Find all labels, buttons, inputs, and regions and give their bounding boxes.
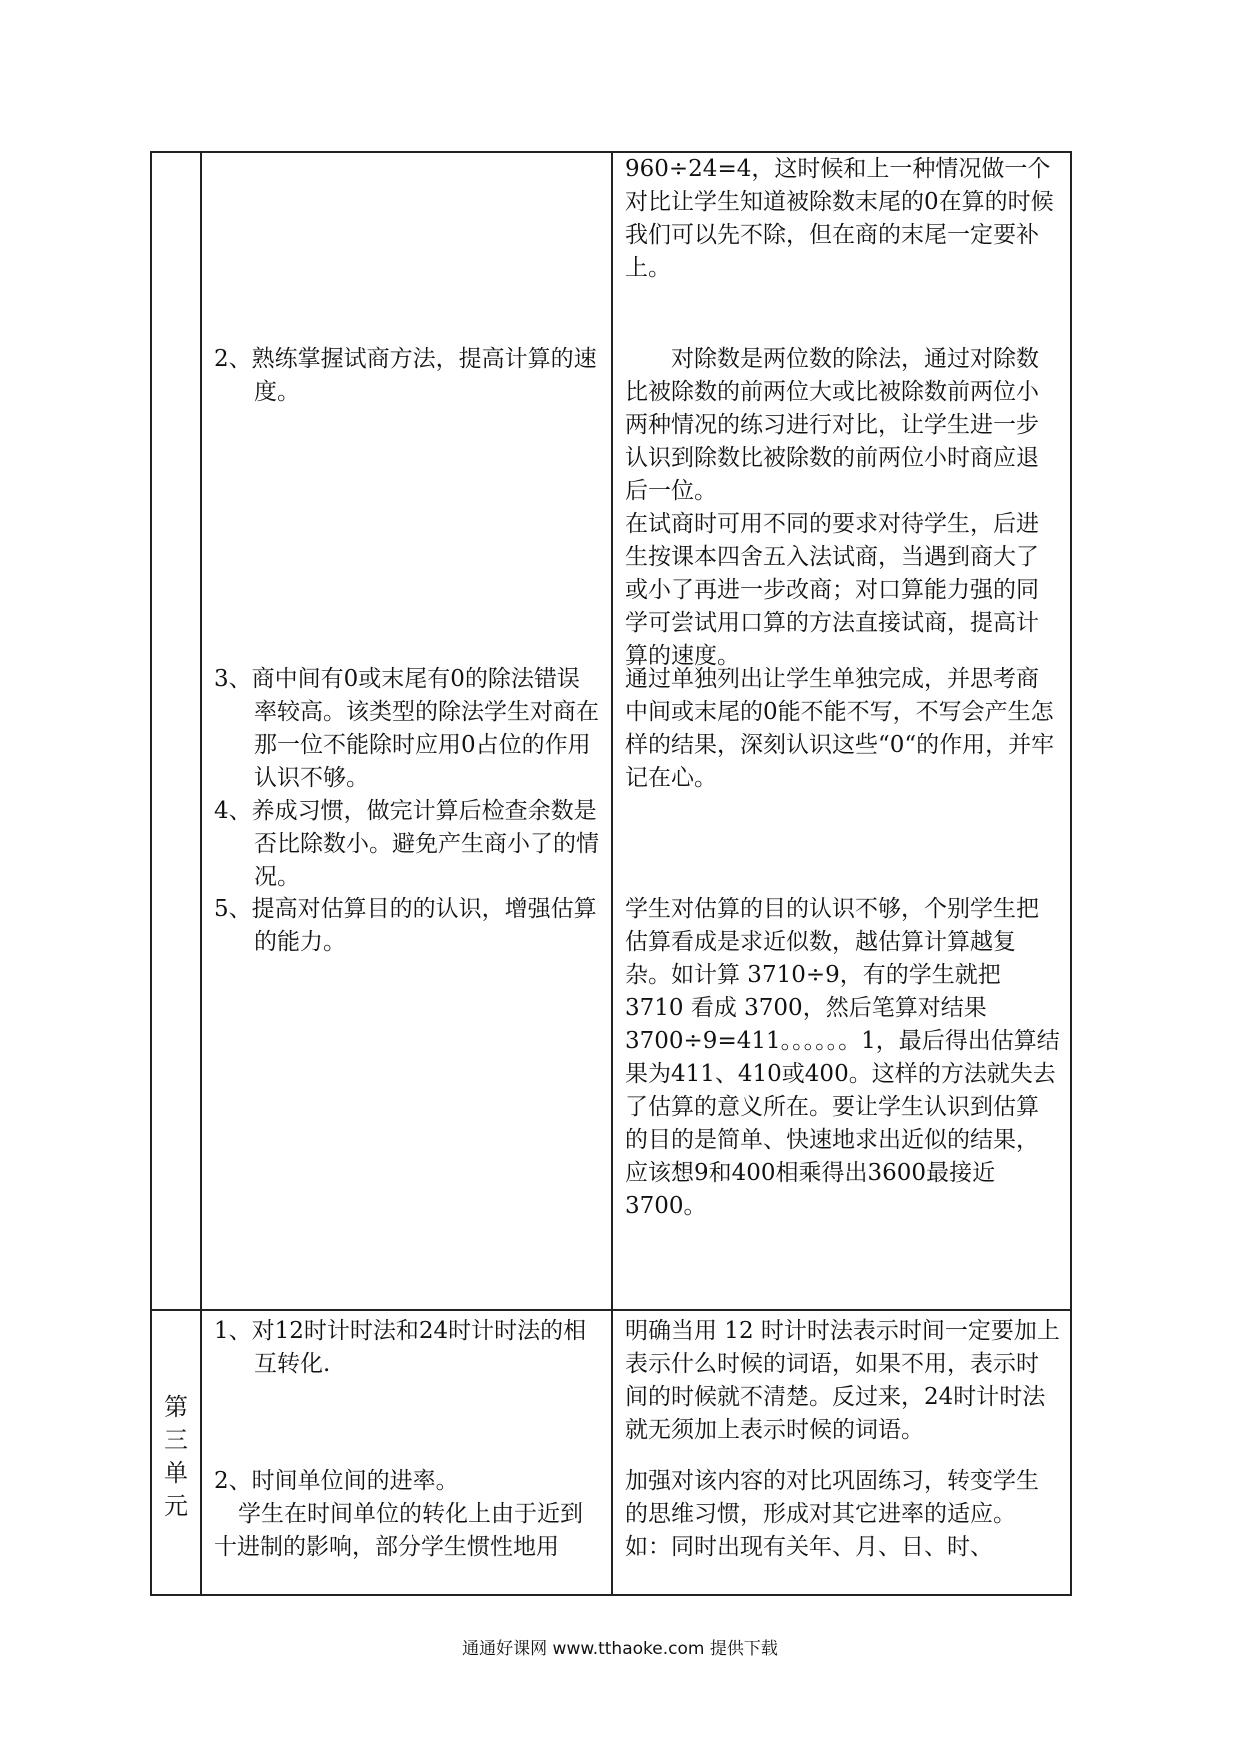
measure-item-5: 学生对估算的目的认识不够，个别学生把估算看成是求近似数，越估算计算越复杂。如计算 3710÷9，有的学生就把 3710 看成 3700，然后笔算对结果3700÷9=411。。。。。。1，最后得出估算结果为411、410或400。这样的方法就失去了估算的意义所在。要让学生认识到估算的目的是简单、快速地求出近似的结果，应该想9和400相乘得出3600最接近3700。 — [625, 896, 1060, 1219]
measure-cell — [612, 152, 1071, 1310]
measure-item-1: 明确当用 12 时计时法表示时间一定要加上表示什么时候的词语，如果不用，表示时间的时候就不清楚。反过来，24时计时法就无须加上表示时候的词语。 — [625, 1318, 1060, 1443]
unit-cell — [151, 1310, 201, 1595]
table-row — [151, 1310, 1071, 1595]
problem-item-1: 1、对12时计时法和24时计时法的相互转化. — [214, 1318, 587, 1377]
problem-item-2: 2、熟练掌握试商方法，提高计算的速度。 — [214, 346, 597, 405]
problem-item-2-detail: 学生在时间单位的转化上由于近到十进制的影响，部分学生惯性地用 — [214, 1501, 583, 1560]
problem-cell — [201, 152, 612, 1310]
measure-item-2b: 在试商时可用不同的要求对待学生，后进生按课本四舍五入法试商，当遇到商大了或小了再进一步改商；对口算能力强的同学可尝试用口算的方法直接试商，提高计算的速度。 — [625, 511, 1039, 669]
unit-label: 第三单元 — [164, 1393, 188, 1520]
problem-item-3: 3、商中间有0或末尾有0的除法错误率较高。该类型的除法学生对商在那一位不能除时应用0占位的作用认识不够。 — [214, 666, 599, 791]
analysis-table — [150, 151, 1072, 1596]
measure-cell — [612, 1310, 1071, 1595]
measure-item-3: 通过单独列出让学生单独完成，并思考商中间或末尾的0能不能不写，不写会产生怎样的结果，深刻认识这些“0“的作用，并牢记在心。 — [625, 666, 1055, 791]
measure-item-2: 加强对该内容的对比巩固练习，转变学生的思维习惯，形成对其它进率的适应。如：同时出现有关年、月、日、时、 — [625, 1468, 1039, 1560]
page-footer: 通通好课网 www.tthaoke.com 提供下载 — [462, 1639, 778, 1659]
table-row — [151, 152, 1071, 1310]
problem-item-2: 2、时间单位间的进率。 — [214, 1468, 459, 1494]
problem-item-4: 4、养成习惯，做完计算后检查余数是否比除数小。避免产生商小了的情况。 — [214, 798, 599, 890]
measure-item-2a: 对除数是两位数的除法，通过对除数比被除数的前两位大或比被除数前两位小两种情况的练习进行对比，让学生进一步认识到除数比被除数的前两位小时商应退后一位。 — [625, 346, 1039, 504]
measure-intro: 960÷24=4，这时候和上一种情况做一个对比让学生知道被除数末尾的0在算的时候我们可以先不除，但在商的末尾一定要补上。 — [625, 156, 1054, 281]
problem-item-5: 5、提高对估算目的的认识，增强估算的能力。 — [214, 896, 597, 955]
problem-cell — [201, 1310, 612, 1595]
unit-cell — [151, 152, 201, 1310]
